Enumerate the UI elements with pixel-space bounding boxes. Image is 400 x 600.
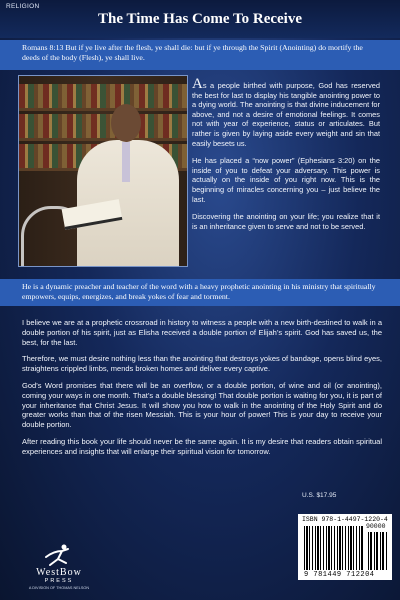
drop-letter: A [192, 76, 203, 92]
bookshelf-row [19, 114, 187, 138]
author-bio-text: He is a dynamic preacher and teacher of the word with a heavy prophetic anointing in his ministry that spiritually empowers, equips, energizes, and break yokes of fear and torment. [22, 282, 376, 301]
publisher-press: PRESS [44, 578, 74, 584]
author-tie [122, 142, 130, 182]
intro-text [192, 76, 380, 239]
isbn-text: ISBN 978-1-4497-1220-4 [302, 516, 388, 523]
publisher-logo [14, 543, 104, 593]
intro-paragraph-1-text: s a people birthed with purpose, God has reserved the best for last to display his tangible anointing power to a dying world. The anointing is that divine inducement for above, and not a desire of emotional feelings. It comes not with year of experience, status or articulates. But rather is given by laying aside every weight and sin that easily besets us. [192, 81, 380, 148]
isbn-barcode [298, 514, 392, 580]
description-text [22, 318, 382, 464]
description-paragraph-4: After reading this book your life should never be the same again. It is my desire that readers obtain spiritual experiences and insights that will enlarge their spiritual vision for tomorrow. [22, 436, 382, 456]
price-label: U.S. $17.95 [302, 492, 337, 499]
ean-number: 9 781449 712204 [304, 571, 375, 579]
author-head [111, 104, 141, 142]
shelf [19, 108, 187, 111]
author-photo [18, 75, 188, 267]
leaping-figure-icon [42, 543, 74, 567]
publisher-name: WestBow [36, 567, 82, 578]
scripture-text: Romans 8:13 But if ye live after the flesh, ye shall die: but if ye through the Spirit (Anointing) do mortify the deeds of the body (Flesh), ye shall live. [22, 43, 363, 62]
bookshelf-row [19, 84, 187, 108]
scripture-band [0, 40, 400, 70]
intro-paragraph-1 [192, 76, 380, 148]
top-banner [0, 0, 400, 38]
description-paragraph-1: I believe we are at a prophetic crossroad in history to witness a people with a new birth-destined to walk in a double portion of his spirit, just as Elisha received a double portion of Elijah’s spirit. God has saved us, the best, for the last. [22, 318, 382, 347]
shelf [19, 138, 187, 141]
barcode-addon-bars [368, 532, 388, 570]
intro-paragraph-3: Discovering the anointing on your life; you realize that it is an inheritance given to serve and not to be served. [192, 212, 380, 231]
publisher-division: A DIVISION OF THOMAS NELSON [28, 586, 90, 590]
category-label: RELIGION [6, 3, 40, 10]
barcode-addon-code: 90000 [366, 523, 386, 530]
author-bio-band [0, 279, 400, 306]
book-title: The Time Has Come To Receive [97, 11, 303, 27]
description-paragraph-3: God’s Word promises that there will be an overflow, or a double portion, of wine and oil (or anointing), coming your ways in one month. That’s a double blessing! That double portion is waiting for you, it is part of your inheritance that Christ Jesus. It will show you how to walk in the anointing of the Holy Spirit and do greater works than that of the risen Messiah. This is your hour of power! This is your day to receive your double portion. [22, 380, 382, 430]
description-paragraph-2: Therefore, we must desire nothing less than the anointing that destroys yokes of bandage, opens blind eyes, straightens crippled limbs, mends broken homes and deliver every captive. [22, 354, 382, 374]
barcode-bars [304, 526, 364, 570]
intro-paragraph-2: He has placed a “now power” (Ephesians 3:20) on the inside of you to defeat your adversary. This power is actually on the inside of you right now. This is the beginning of miracles concerning you – just believe the last. [192, 156, 380, 204]
